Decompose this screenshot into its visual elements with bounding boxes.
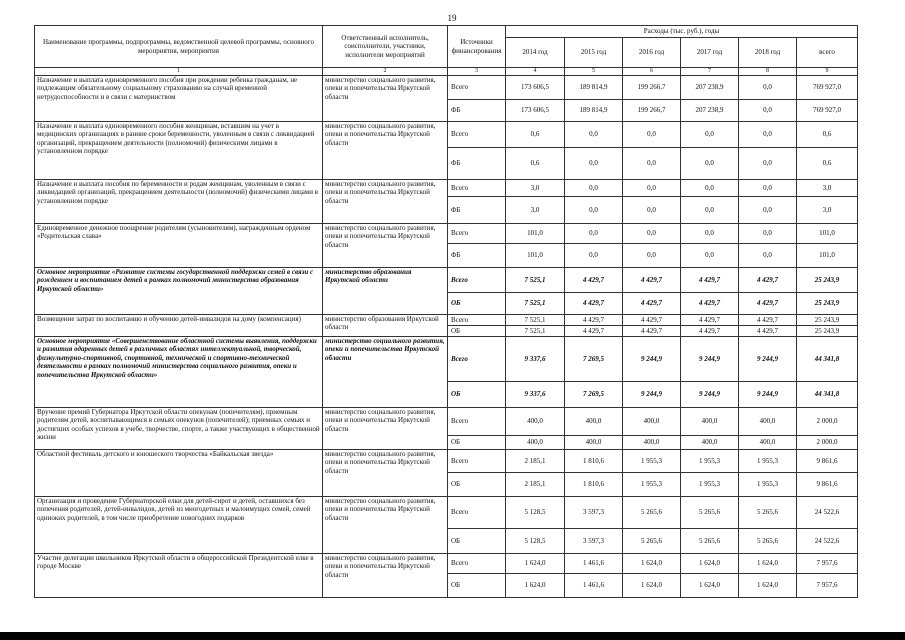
column-number: 9 xyxy=(797,68,858,76)
expense-value: 5 265,6 xyxy=(623,529,681,554)
column-number: 5 xyxy=(565,68,623,76)
expense-total: 25 243,9 xyxy=(797,268,858,293)
expense-value: 400,0 xyxy=(739,408,797,436)
expense-value: 7 269,5 xyxy=(565,337,623,382)
funding-source: Всего xyxy=(448,315,506,326)
table-row xyxy=(35,408,858,436)
expense-value: 189 814,9 xyxy=(565,76,623,100)
column-number: 8 xyxy=(739,68,797,76)
expense-value: 4 429,7 xyxy=(565,326,623,337)
expense-value: 400,0 xyxy=(565,436,623,450)
expense-value: 0,0 xyxy=(739,180,797,197)
funding-source: ОБ xyxy=(448,436,506,450)
table-row xyxy=(35,122,858,148)
expense-value: 400,0 xyxy=(506,436,565,450)
header-expenses: Расходы (тыс. руб.), годы xyxy=(506,26,858,38)
expense-value: 173 606,5 xyxy=(506,76,565,100)
expense-value: 1 624,0 xyxy=(739,574,797,598)
expense-total: 24 522,6 xyxy=(797,497,858,529)
expense-value: 0,0 xyxy=(739,224,797,244)
expense-value: 2 185,1 xyxy=(506,473,565,497)
expense-value: 5 128,5 xyxy=(506,529,565,554)
expense-total: 2 000,0 xyxy=(797,408,858,436)
expense-value: 1 955,3 xyxy=(623,450,681,473)
expense-total: 7 957,6 xyxy=(797,554,858,574)
header-year: 2017 год xyxy=(681,38,739,68)
column-number: 7 xyxy=(681,68,739,76)
expense-value: 0,0 xyxy=(681,180,739,197)
funding-source: Всего xyxy=(448,408,506,436)
expense-total: 101,0 xyxy=(797,224,858,244)
expense-total: 2 000,0 xyxy=(797,436,858,450)
expense-value: 1 955,3 xyxy=(739,450,797,473)
expense-value: 0,0 xyxy=(681,244,739,268)
expense-value: 400,0 xyxy=(623,408,681,436)
scan-edge-bar xyxy=(0,632,905,640)
table-body xyxy=(35,68,858,598)
expense-value: 0,0 xyxy=(565,224,623,244)
table-row xyxy=(35,180,858,197)
expense-value: 0,0 xyxy=(623,244,681,268)
header-year: 2015 год xyxy=(565,38,623,68)
expense-value: 0,0 xyxy=(681,224,739,244)
expense-total: 24 522,6 xyxy=(797,529,858,554)
expense-value: 1 810,6 xyxy=(565,450,623,473)
expense-total: 9 861,6 xyxy=(797,473,858,497)
item-name: Областной фестиваль детского и юношеского творчества «Байкальская звезда» xyxy=(35,450,323,497)
item-executor: министерство социального развития, опеки и попечительства Иркутской области xyxy=(323,450,448,497)
funding-source: ОБ xyxy=(448,382,506,408)
column-number: 2 xyxy=(323,68,448,76)
expense-value: 0,0 xyxy=(739,148,797,180)
expense-total: 44 341,8 xyxy=(797,337,858,382)
expense-total: 44 341,8 xyxy=(797,382,858,408)
header-year: 2014 год xyxy=(506,38,565,68)
table-row xyxy=(35,450,858,473)
expense-value: 7 269,5 xyxy=(565,382,623,408)
expense-value: 0,0 xyxy=(739,100,797,122)
expense-value: 4 429,7 xyxy=(623,268,681,293)
expense-value: 5 265,6 xyxy=(681,497,739,529)
expense-value: 0,0 xyxy=(623,197,681,224)
header-source: Источники финансирования xyxy=(448,26,506,68)
funding-source: Всего xyxy=(448,76,506,100)
funding-source: Всего xyxy=(448,554,506,574)
expense-value: 199 266,7 xyxy=(623,100,681,122)
item-executor: министерство образования Иркутской области xyxy=(323,315,448,337)
item-name: Участие делегации школьников Иркутской области в общероссийской Президентской елке в городе Москве xyxy=(35,554,323,598)
expense-value: 0,0 xyxy=(565,197,623,224)
funding-source: ФБ xyxy=(448,197,506,224)
expense-total: 25 243,9 xyxy=(797,326,858,337)
expense-value: 4 429,7 xyxy=(681,326,739,337)
expense-value: 3,0 xyxy=(506,180,565,197)
expense-value: 0,0 xyxy=(565,122,623,148)
item-name: Возмещение затрат по воспитанию и обучению детей-инвалидов на дому (компенсация) xyxy=(35,315,323,337)
funding-source: Всего xyxy=(448,268,506,293)
expense-value: 3,0 xyxy=(506,197,565,224)
funding-source: Всего xyxy=(448,224,506,244)
funding-source: ФБ xyxy=(448,148,506,180)
expense-total: 7 957,6 xyxy=(797,574,858,598)
expense-total: 769 927,0 xyxy=(797,100,858,122)
expense-value: 4 429,7 xyxy=(739,293,797,315)
funding-source: Всего xyxy=(448,450,506,473)
column-number: 1 xyxy=(35,68,323,76)
expense-total: 3,0 xyxy=(797,180,858,197)
expense-value: 0,6 xyxy=(506,122,565,148)
expense-value: 4 429,7 xyxy=(739,315,797,326)
expense-value: 1 624,0 xyxy=(623,574,681,598)
funding-source: ОБ xyxy=(448,529,506,554)
header-name: Наименование программы, подпрограммы, ведомственной целевой программы, основного мероприятия, мероприятия xyxy=(35,26,323,68)
expense-value: 9 244,9 xyxy=(739,337,797,382)
item-executor: министерство социального развития, опеки и попечительства Иркутской области xyxy=(323,554,448,598)
funding-source: ОБ xyxy=(448,473,506,497)
expense-value: 9 244,9 xyxy=(623,382,681,408)
expenditure-table xyxy=(34,25,858,598)
item-name: Основное мероприятие «Развитие системы государственной поддержки семей в связи с рождением и воспитанием детей в рамках полномочий министерства образования Иркутской области» xyxy=(35,268,323,315)
item-executor: министерство социального развития, опеки и попечительства Иркутской области xyxy=(323,224,448,268)
expense-value: 9 244,9 xyxy=(623,337,681,382)
item-name: Назначение и выплата единовременного пособия женщинам, вставшим на учет в медицинских организациях в ранние сроки беременности, уволенным в связи с ликвидацией организаций, прекращением деятельности (полномочий) физическими лицами в установленном порядке xyxy=(35,122,323,180)
expense-value: 4 429,7 xyxy=(623,293,681,315)
table-row xyxy=(35,76,858,100)
expense-total: 9 861,6 xyxy=(797,450,858,473)
expense-value: 4 429,7 xyxy=(623,326,681,337)
expense-value: 4 429,7 xyxy=(681,293,739,315)
expense-value: 400,0 xyxy=(623,436,681,450)
item-executor: министерство социального развития, опеки и попечительства Иркутской области xyxy=(323,180,448,224)
funding-source: Всего xyxy=(448,122,506,148)
expense-value: 7 525,1 xyxy=(506,293,565,315)
column-number: 4 xyxy=(506,68,565,76)
expense-value: 4 429,7 xyxy=(681,315,739,326)
expense-value: 4 429,7 xyxy=(739,268,797,293)
column-number: 3 xyxy=(448,68,506,76)
item-executor: министерство социального развития, опеки и попечительства Иркутской области xyxy=(323,497,448,554)
table-row xyxy=(35,224,858,244)
expense-value: 1 955,3 xyxy=(623,473,681,497)
page-number: 19 xyxy=(447,13,457,23)
expense-value: 3 597,3 xyxy=(565,497,623,529)
expense-value: 0,0 xyxy=(681,148,739,180)
expense-value: 1 624,0 xyxy=(681,554,739,574)
expense-value: 189 814,9 xyxy=(565,100,623,122)
header-year: 2016 год xyxy=(623,38,681,68)
header-executor: Ответственный исполнитель, соисполнители, участники, исполнители мероприятий xyxy=(323,26,448,68)
expense-total: 101,0 xyxy=(797,244,858,268)
expense-value: 1 955,3 xyxy=(739,473,797,497)
item-name: Вручение премий Губернатора Иркутской области опекунам (попечителям), приемным родителям детей, воспитывающимся в семьях опекунов (попечителей); приемных семьях и достигших особых успехов в учебе, творчестве, спорте, а также участвующих в общественной жизни xyxy=(35,408,323,450)
expense-value: 207 238,9 xyxy=(681,100,739,122)
funding-source: Всего xyxy=(448,180,506,197)
expense-total: 3,0 xyxy=(797,197,858,224)
funding-source: Всего xyxy=(448,497,506,529)
item-name: Организация и проведение Губернаторской елки для детей-сирот и детей, оставшихся без попечения родителей, детей-инвалидов, детей из многодетных и малоимущих семей, семей одиноких родителей, в том числе приобретение новогодних подарков xyxy=(35,497,323,554)
table-row xyxy=(35,268,858,293)
expense-value: 9 337,6 xyxy=(506,337,565,382)
funding-source: ФБ xyxy=(448,244,506,268)
table-row xyxy=(35,554,858,574)
expense-value: 1 461,6 xyxy=(565,554,623,574)
expense-value: 173 606,5 xyxy=(506,100,565,122)
expense-value: 9 244,9 xyxy=(739,382,797,408)
funding-source: ОБ xyxy=(448,326,506,337)
expense-value: 199 266,7 xyxy=(623,76,681,100)
header-total: всего xyxy=(797,38,858,68)
expense-value: 3 597,3 xyxy=(565,529,623,554)
expense-value: 400,0 xyxy=(681,408,739,436)
expense-value: 1 810,6 xyxy=(565,473,623,497)
expense-value: 101,0 xyxy=(506,224,565,244)
expense-value: 1 624,0 xyxy=(681,574,739,598)
table-row xyxy=(35,497,858,529)
expense-value: 7 525,1 xyxy=(506,315,565,326)
expense-total: 0,6 xyxy=(797,148,858,180)
item-executor: министерство образования Иркутской области xyxy=(323,268,448,315)
expense-value: 1 624,0 xyxy=(739,554,797,574)
expense-value: 5 128,5 xyxy=(506,497,565,529)
expense-value: 9 337,6 xyxy=(506,382,565,408)
expense-value: 4 429,7 xyxy=(623,315,681,326)
expense-value: 0,0 xyxy=(565,148,623,180)
header-year: 2018 год xyxy=(739,38,797,68)
expense-value: 7 525,1 xyxy=(506,326,565,337)
expense-value: 9 244,9 xyxy=(681,337,739,382)
expense-value: 400,0 xyxy=(565,408,623,436)
expense-value: 0,0 xyxy=(681,122,739,148)
funding-source: ОБ xyxy=(448,293,506,315)
expense-value: 4 429,7 xyxy=(565,293,623,315)
expense-value: 1 624,0 xyxy=(506,554,565,574)
expense-value: 207 238,9 xyxy=(681,76,739,100)
expense-value: 2 185,1 xyxy=(506,450,565,473)
expense-value: 0,0 xyxy=(739,244,797,268)
expense-total: 769 927,0 xyxy=(797,76,858,100)
expense-value: 4 429,7 xyxy=(565,268,623,293)
expense-value: 5 265,6 xyxy=(681,529,739,554)
expense-value: 1 624,0 xyxy=(623,554,681,574)
item-executor: министерство социального развития, опеки и попечительства Иркутской области xyxy=(323,76,448,122)
expense-value: 400,0 xyxy=(681,436,739,450)
expense-value: 0,0 xyxy=(681,197,739,224)
expense-value: 0,0 xyxy=(565,180,623,197)
expense-value: 0,0 xyxy=(739,76,797,100)
item-executor: министерство социального развития, опеки и попечительства Иркутской области xyxy=(323,337,448,408)
expense-value: 4 429,7 xyxy=(681,268,739,293)
table-row xyxy=(35,337,858,382)
expense-value: 4 429,7 xyxy=(565,315,623,326)
expense-value: 5 265,6 xyxy=(739,497,797,529)
expense-value: 1 624,0 xyxy=(506,574,565,598)
expense-total: 0,6 xyxy=(797,122,858,148)
item-name: Назначение и выплата пособия по беременности и родам женщинам, уволенным в связи с ликвидацией организаций, прекращением деятельности (полномочий) физическими лицами в установленном порядке xyxy=(35,180,323,224)
item-name: Назначение и выплата единовременного пособия при рождении ребенка гражданам, не подлежащим обязательному социальному страхованию на случай временной нетрудоспособности и в связи с материнством xyxy=(35,76,323,122)
expense-value: 0,0 xyxy=(623,180,681,197)
expense-value: 0,0 xyxy=(739,197,797,224)
column-number: 6 xyxy=(623,68,681,76)
expense-value: 0,0 xyxy=(623,224,681,244)
item-executor: министерство социального развития, опеки и попечительства Иркутской области xyxy=(323,122,448,180)
expense-total: 25 243,9 xyxy=(797,315,858,326)
item-name: Основное мероприятие «Совершенствование областной системы выявления, поддержки и развития одаренных детей в различных областях интеллектуальной, творческой, физкультурно-спортивной, спортивной, технической и спортивно-технической деятельности в рамках полномочий министерства социального развития, опеки и попечительства Иркутской области» xyxy=(35,337,323,408)
expense-value: 0,6 xyxy=(506,148,565,180)
expense-value: 0,0 xyxy=(623,148,681,180)
expense-value: 400,0 xyxy=(506,408,565,436)
expense-total: 25 243,9 xyxy=(797,293,858,315)
expense-value: 400,0 xyxy=(739,436,797,450)
expense-value: 1 461,6 xyxy=(565,574,623,598)
expense-value: 101,0 xyxy=(506,244,565,268)
expense-value: 7 525,1 xyxy=(506,268,565,293)
item-name: Единовременное денежное поощрение родителям (усыновителям), награжденным орденом «Родительская слава» xyxy=(35,224,323,268)
funding-source: ФБ xyxy=(448,100,506,122)
expense-value: 5 265,6 xyxy=(623,497,681,529)
expense-value: 4 429,7 xyxy=(739,326,797,337)
expense-value: 0,0 xyxy=(565,244,623,268)
expense-value: 1 955,3 xyxy=(681,473,739,497)
item-executor: министерство социального развития, опеки и попечительства Иркутской области xyxy=(323,408,448,450)
column-number-row xyxy=(35,68,858,76)
expense-value: 0,0 xyxy=(623,122,681,148)
expense-value: 5 265,6 xyxy=(739,529,797,554)
table-row xyxy=(35,315,858,326)
expense-value: 1 955,3 xyxy=(681,450,739,473)
expense-value: 0,0 xyxy=(739,122,797,148)
expense-value: 9 244,9 xyxy=(681,382,739,408)
funding-source: ОБ xyxy=(448,574,506,598)
funding-source: Всего xyxy=(448,337,506,382)
